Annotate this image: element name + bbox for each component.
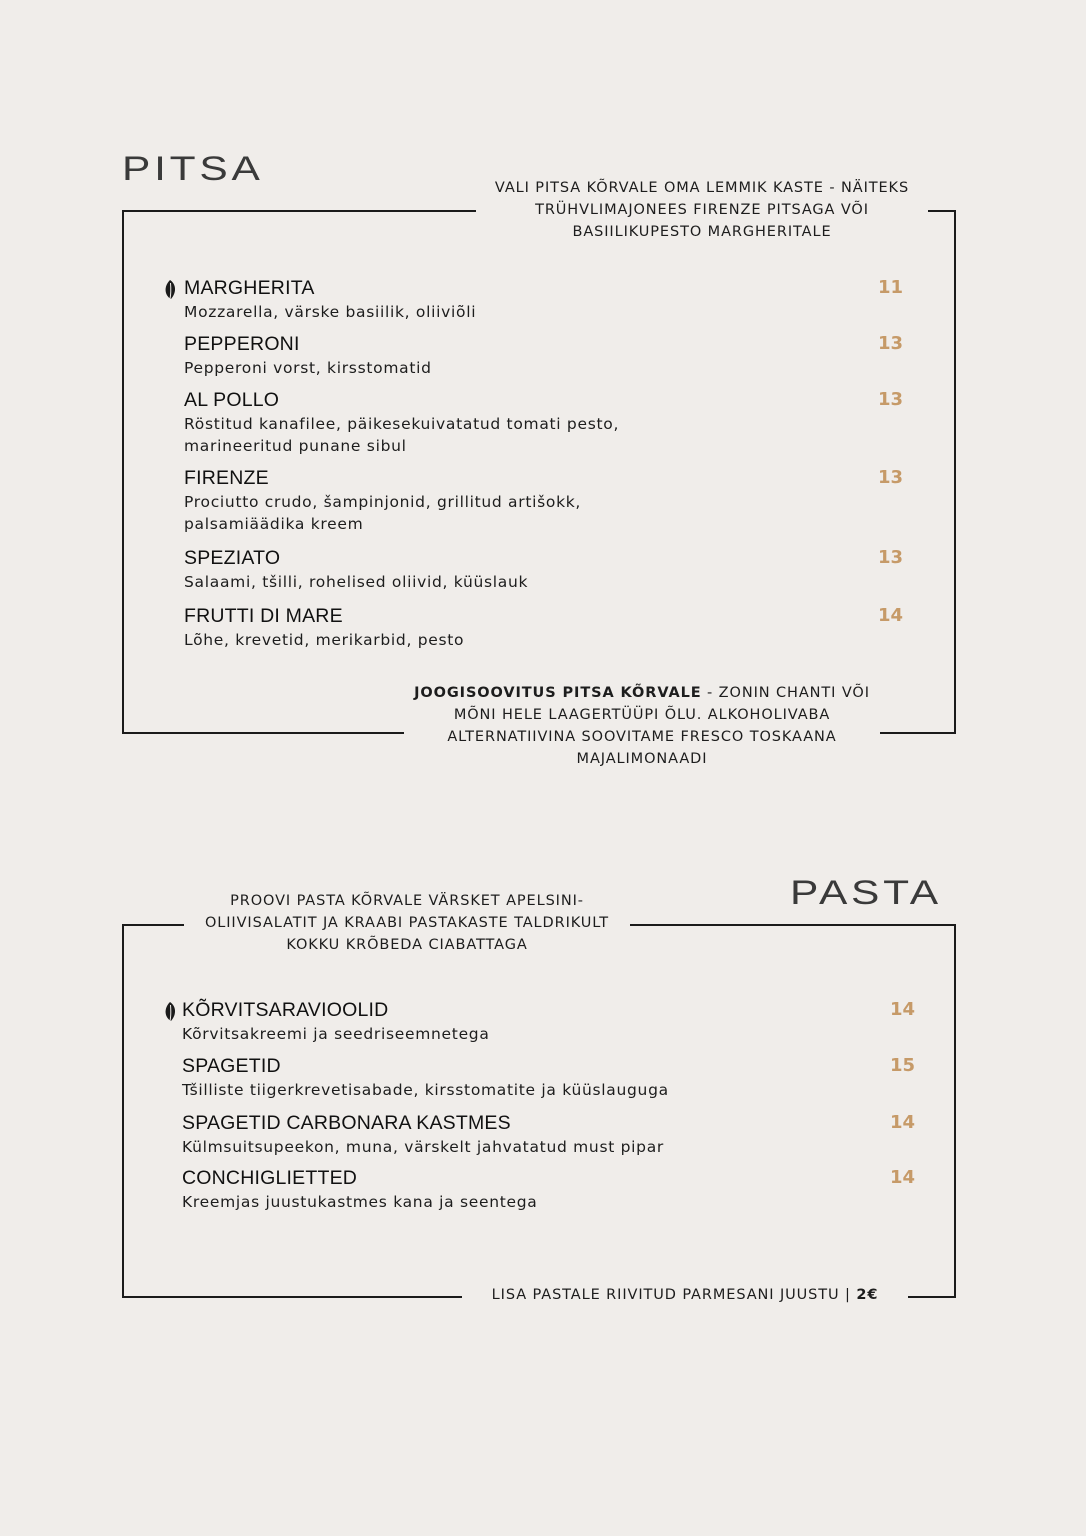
item-name: SPAGETID CARBONARA KASTMES	[182, 1112, 511, 1134]
item-price: 13	[878, 389, 904, 410]
parmesan-note-text: LISA PASTALE RIIVITUD PARMESANI JUUSTU |	[491, 1287, 857, 1303]
item-price: 13	[878, 467, 904, 488]
item-price: 11	[878, 277, 904, 298]
item-description: Kreemjas juustukastmes kana ja seentega	[182, 1193, 538, 1211]
menu-item-margherita	[184, 276, 944, 323]
item-name: KÕRVITSARAVIOOLID	[182, 999, 389, 1021]
menu-item-korvitsaravioolid	[182, 998, 942, 1045]
drink-note-text: - ZONIN CHANTI VÕI MÕNI HELE LAAGERTÜÜPI ÕLU. ALKOHOLIVABA ALTERNATIIVINA SOOVITAME FRESCO TOSKAANA MAJALIMONAADI	[447, 685, 870, 767]
item-price: 14	[890, 999, 916, 1020]
item-description: Tšilliste tiigerkrevetisabade, kirsstomatite ja küüslauguga	[182, 1081, 669, 1099]
menu-item-al-pollo	[184, 388, 944, 457]
item-name: FIRENZE	[184, 467, 269, 489]
item-description: Prociutto crudo, šampinjonid, grillitud artišokk, palsamiäädika kreem	[184, 493, 582, 533]
pasta-salad-note: PROOVI PASTA KÕRVALE VÄRSKET APELSINI-OLIIVISALATIT JA KRAABI PASTAKASTE TALDRIKULT KOKKU KRÕBEDA CIABATTAGA	[184, 890, 630, 956]
item-description: Salaami, tšilli, rohelised oliivid, küüslauk	[184, 573, 529, 591]
item-name: SPAGETID	[182, 1055, 281, 1077]
menu-item-frutti-di-mare	[184, 604, 944, 651]
menu-item-speziato	[184, 546, 944, 593]
item-name: FRUTTI DI MARE	[184, 605, 343, 627]
leaf-icon	[162, 1001, 178, 1023]
item-price: 14	[878, 605, 904, 626]
pitsa-sauce-note: VALI PITSA KÕRVALE OMA LEMMIK KASTE - NÄITEKS TRÜHVLIMAJONEES FIRENZE PITSAGA VÕI BASIILIKUPESTO MARGHERITALE	[476, 177, 928, 243]
item-price: 14	[890, 1112, 916, 1133]
leaf-icon	[162, 279, 178, 301]
item-price: 14	[890, 1167, 916, 1188]
menu-item-spagetid	[182, 1054, 942, 1101]
item-name: SPEZIATO	[184, 547, 281, 569]
pasta-title: PASTA	[790, 874, 942, 912]
item-price: 15	[890, 1055, 916, 1076]
drink-note-heading: JOOGISOOVITUS PITSA KÕRVALE	[414, 685, 702, 701]
item-name: MARGHERITA	[184, 277, 315, 299]
item-description: Lõhe, krevetid, merikarbid, pesto	[184, 631, 465, 649]
item-price: 13	[878, 333, 904, 354]
menu-item-pepperoni	[184, 332, 944, 379]
item-description: Pepperoni vorst, kirsstomatid	[184, 359, 432, 377]
menu-item-conchiglietted	[182, 1166, 942, 1213]
item-description: Külmsuitsupeekon, muna, värskelt jahvatatud must pipar	[182, 1138, 664, 1156]
item-name: PEPPERONI	[184, 333, 300, 355]
item-price: 13	[878, 547, 904, 568]
item-description: Kõrvitsakreemi ja seedriseemnetega	[182, 1025, 490, 1043]
pitsa-drink-note	[404, 682, 880, 770]
item-description: Mozzarella, värske basiilik, oliiviõli	[184, 303, 477, 321]
parmesan-note-price: 2€	[856, 1287, 879, 1303]
menu-item-firenze	[184, 466, 944, 535]
item-name: AL POLLO	[184, 389, 280, 411]
pitsa-title: PITSA	[122, 150, 264, 188]
item-description: Röstitud kanafilee, päikesekuivatatud tomati pesto, marineeritud punane sibul	[184, 415, 620, 455]
item-name: CONCHIGLIETTED	[182, 1167, 358, 1189]
menu-item-spagetid-carbonara	[182, 1111, 942, 1158]
pasta-parmesan-note	[462, 1284, 908, 1306]
